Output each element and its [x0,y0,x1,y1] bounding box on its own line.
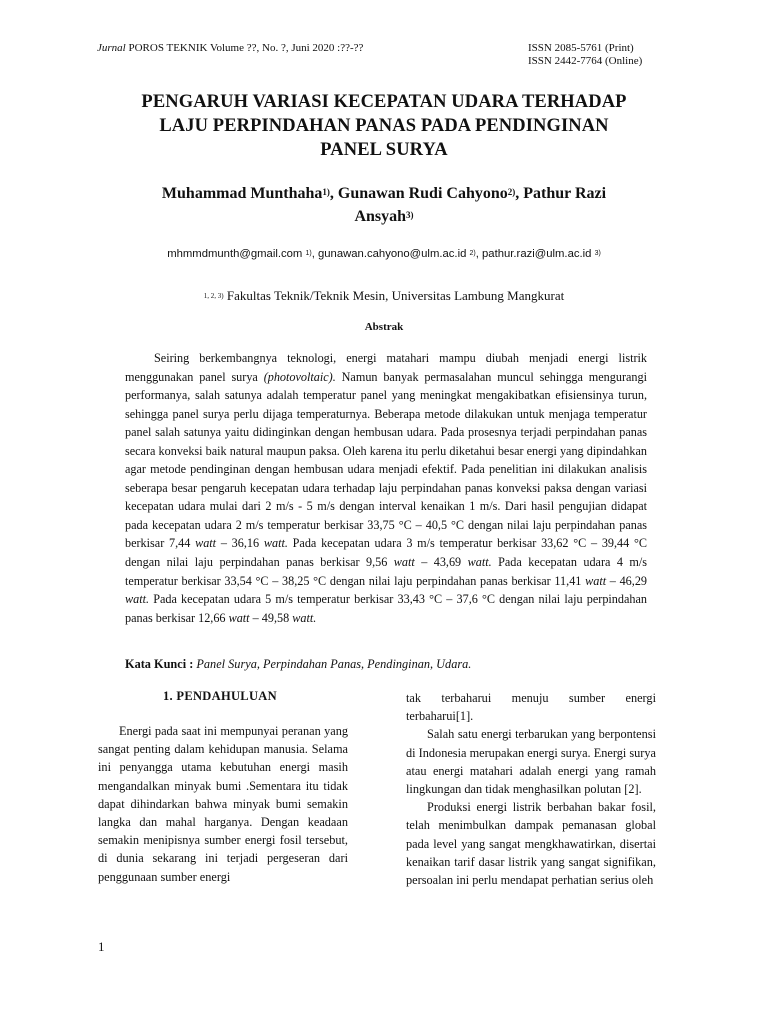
journal-info: POROS TEKNIK Volume ??, No. ?, Juni 2020 :??-?? [125,42,364,54]
abstract-text-5: – 43,69 [414,555,468,570]
abstract-body [125,349,647,627]
keywords-label: Kata Kunci : [125,657,194,671]
abstract-text-6: Pada kecepatan udara 4 m/s temperatur berkisar 33,54 °C – 38,25 °C dengan nilai laju perpindahan panas berkisar 11,41 [125,555,647,588]
title-line-1: PENGARUH VARIASI KECEPATAN UDARA TERHADAP [141,92,627,112]
email-1: mhmmdmunth@gmail.com [167,248,306,260]
affiliation-sup: 1, 2, 3) [203,292,224,300]
abstract-unit-3: watt [393,555,415,570]
affiliation-text: Fakultas Teknik/Teknik Mesin, Universitas Lambung Mangkurat [223,288,565,303]
title-line-2: LAJU PERPINDAHAN PANAS PADA PENDINGINAN [159,116,609,136]
intro-paragraph-1: Energi pada saat ini mempunyai peranan yang sangat penting dalam kehidupan manusia. Selama ini penyangga utama kebutuhan energi masih mengandalkan minyak bumi .Sementara itu tidak dapat dihindarkan bahwa minyak bumi semakin langka dan mahal harganya. Dengan keadaan semakin menipisnya sumber energi fosil tersebut, di dunia sekarang ini terjadi pergeseran dari penggunaan sumber energi [98,724,348,884]
affiliation [60,288,708,304]
author-1: Muhammad Munthaha [161,185,323,202]
author-list [110,182,658,228]
abstract-text-8: Pada kecepatan udara 5 m/s temperatur berkisar 33,43 °C – 37,6 °C dengan nilai laju perpindahan panas berkisar 12,66 [125,592,647,625]
issn-print: ISSN 2085-5761 (Print) [528,42,634,54]
page-number: 1 [98,939,105,954]
left-column [98,722,348,886]
abstract-heading: Abstrak [364,321,404,333]
section-heading-introduction: 1. PENDAHULUAN [163,689,277,703]
paper-title [80,90,688,162]
keywords-value: Panel Surya, Perpindahan Panas, Pendinginan, Udara. [193,657,472,671]
author-1-affil: 1) [322,187,330,197]
author-2: , Gunawan Rudi Cahyono [329,185,508,202]
journal-header [97,42,363,55]
title-line-3: PANEL SURYA [320,140,448,160]
keywords [125,656,725,672]
email-3: , pathur.razi@ulm.ac.id [475,248,595,260]
email-3-sup: 3) [594,250,601,257]
abstract-unit-5: watt [585,573,607,588]
abstract-text-1: Seiring berkembangnya teknologi, energi matahari mampu diubah menjadi energi listrik menggunakan panel surya [125,351,647,384]
abstract-unit-1: watt [195,536,217,551]
author-3-first: , Pathur Razi [515,185,607,202]
abstract-unit-4: watt. [467,555,492,570]
abstract-italic-photovoltaic: (photovoltaic). [263,369,336,384]
author-2-affil: 2) [507,187,516,197]
intro-paragraph-continued: tak terbaharui menuju sumber energi terbaharui[1]. [406,691,656,724]
intro-paragraph-3: Produksi energi listrik berbahan bakar fosil, telah menimbulkan dampak pemanasan global pada level yang sangat mengkhawatirkan, disertai kenaikan tarif dasar listrik yang sangat signifikan, persoalan ini perlu mendapat perhatian serius oleh [406,800,656,888]
author-3-affil: 3) [406,210,414,220]
right-column [406,689,656,889]
issn-block [528,42,642,68]
author-3-last: Ansyah [354,208,407,225]
abstract-text-4: Pada kecepatan udara 3 m/s temperatur berkisar 33,62 °C – 39,44 °C dengan nilai laju perpindahan panas berkisar 9,56 [125,536,647,570]
email-1-sup: 1) [305,250,312,257]
email-2: , gunawan.cahyono@ulm.ac.id [311,248,470,260]
abstract-text-9: – 49,58 [249,610,293,625]
abstract-unit-6: watt. [125,592,150,607]
author-emails [60,247,708,261]
abstract-unit-2: watt. [263,536,288,551]
issn-online: ISSN 2442-7764 (Online) [528,55,643,67]
abstract-text-2: Namun banyak permasalahan muncul sehingga mengurangi performanya, salah satunya adalah temperatur panel yang meningkat mengakibatkan efisiensinya turun, sehingga panel surya perlu dijaga temperaturnya. Beberapa metode dilakukan untuk menjaga temperatur panel salah satunya yaitu didinginkan dengan hembusan udara. Pada prosesnya terjadi perpindahan panas secara konveksi baik natural maupun paksa. Oleh karena itu perlu diketahui besar energi yang dipindahkan agar metode pendinginan dengan hembusan udara menjadi efektif. Pada penelitian ini dilakukan analisis seberapa besar pengaruh kecepatan udara terhadap laju perpindahan panas konveksi paksa dengan variasi kecepatan udara mulai dari 2 m/s - 5 m/s dengan interval kenaikan 1 m/s. Dari hasil pengujian didapat pada kecepatan udara 2 m/s temperatur berkisar 33,75 °C – 40,5 °C dengan nilai laju perpindahan panas berkisar 7,44 [125,369,647,551]
journal-word: Jurnal [97,42,126,54]
abstract-text-3: – 36,16 [216,536,264,551]
abstract-unit-8: watt. [292,610,317,625]
abstract-unit-7: watt [228,610,250,625]
abstract-text-7: – 46,29 [606,573,648,588]
email-2-sup: 2) [469,250,476,257]
intro-paragraph-2: Salah satu energi terbarukan yang berpontensi di Indonesia merupakan energi surya. Energi surya atau energi matahari adalah energi yang ramah lingkungan dan tidak menghasilkan polutan [2]. [406,727,656,797]
